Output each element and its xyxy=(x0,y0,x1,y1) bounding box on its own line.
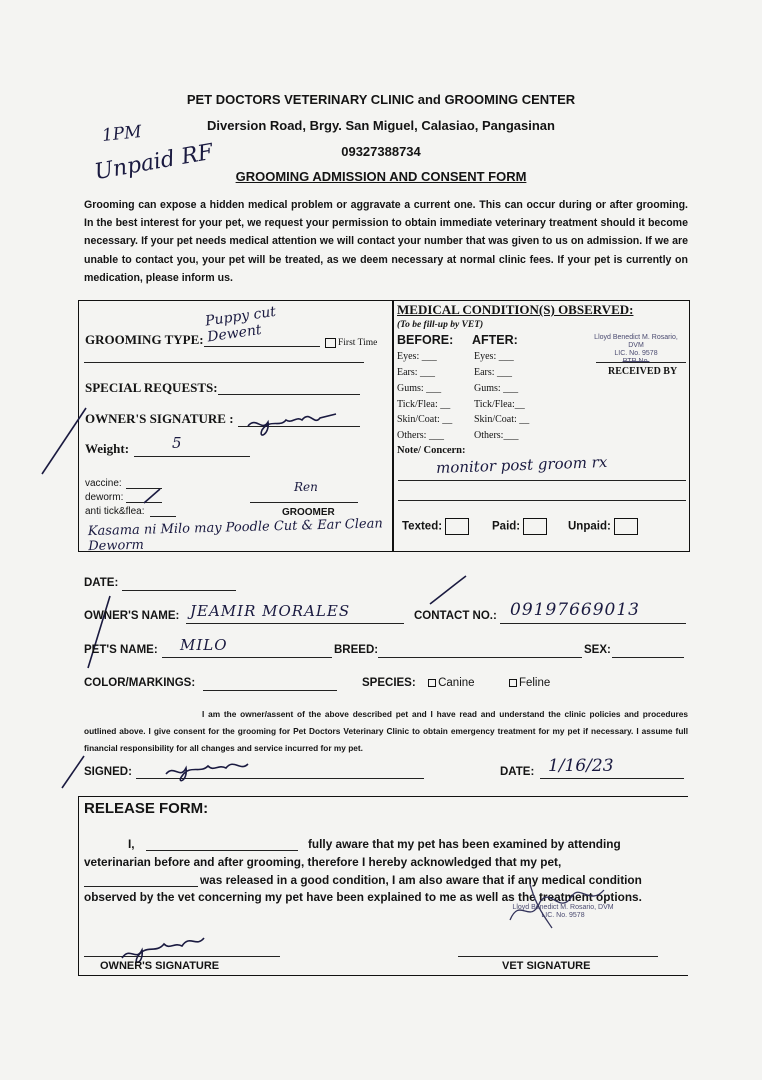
grooming-type-label: GROOMING TYPE: xyxy=(85,332,204,347)
signed-date-line[interactable] xyxy=(540,778,684,779)
release-line-3: was released in a good condition, I am also aware that if any medical condition xyxy=(200,873,642,887)
signed-date-value: 1/16/23 xyxy=(548,756,614,776)
texted-label: Texted: xyxy=(402,520,443,533)
handwritten-unpaid-note: Unpaid RF xyxy=(92,139,216,186)
anti-tick-label: anti tick&flea: xyxy=(85,506,145,517)
clinic-name: PET DOCTORS VETERINARY CLINIC and GROOMING CENTER xyxy=(186,92,576,107)
sex-label: SEX: xyxy=(584,644,611,656)
species-label: SPECIES: xyxy=(362,677,416,689)
before-skin-coat: Skin/Coat: __ xyxy=(397,414,453,425)
first-time-checkbox[interactable] xyxy=(325,338,377,348)
vet-signature-line[interactable] xyxy=(458,956,658,957)
groomer-label: GROOMER xyxy=(282,507,335,518)
color-line[interactable] xyxy=(203,690,337,691)
unpaid-checkbox[interactable] xyxy=(568,518,638,535)
breed-label: BREED: xyxy=(334,644,379,656)
before-label: BEFORE: xyxy=(397,333,454,347)
clinic-phone: 09327388734 xyxy=(341,144,421,159)
pet-name-value: MILO xyxy=(180,636,228,654)
grooming-type-value[interactable]: Puppy cut Dewent xyxy=(204,303,277,346)
special-requests-label: SPECIAL REQUESTS: xyxy=(85,380,218,395)
received-by-label: RECEIVED BY xyxy=(608,366,678,377)
medical-title: MEDICAL CONDITION(S) OBSERVED: xyxy=(397,302,634,317)
groomer-value: Ren xyxy=(294,480,318,494)
signed-signature-scribble xyxy=(160,754,270,786)
before-tick-flea: Tick/Flea: __ xyxy=(397,399,451,410)
special-requests-line[interactable] xyxy=(218,394,360,395)
after-others: Others:___ xyxy=(474,430,519,441)
release-pet-name-line[interactable] xyxy=(84,886,198,887)
owner-signature-release-label: OWNER'S SIGNATURE xyxy=(100,960,220,972)
signed-label: SIGNED: xyxy=(84,766,132,778)
anti-tick-line[interactable] xyxy=(150,516,176,517)
feline-option[interactable] xyxy=(509,677,550,689)
deworm-check-mark xyxy=(140,486,166,506)
breed-line[interactable] xyxy=(378,657,582,658)
after-eyes: Eyes: ___ xyxy=(474,351,514,362)
owner-name-label: OWNER'S NAME: xyxy=(84,610,180,622)
date-label: DATE: xyxy=(84,577,119,589)
owner-name-value: JEAMIR MORALES xyxy=(190,602,351,620)
note-line-1[interactable] xyxy=(398,480,686,481)
release-i: I, xyxy=(128,837,135,851)
unpaid-label: Unpaid: xyxy=(568,520,611,533)
note-concern-value: monitor post groom rx xyxy=(435,453,608,477)
handwritten-time: 1PM xyxy=(101,121,143,147)
margin-check-mark-3 xyxy=(56,752,96,792)
groomer-line[interactable] xyxy=(250,502,358,503)
handwritten-grooming-note: Kasama ni Milo may Poodle Cut & Ear Clean Deworm xyxy=(87,516,383,555)
release-title: RELEASE FORM: xyxy=(84,800,209,817)
contact-label: CONTACT NO.: xyxy=(414,610,497,622)
after-ears: Ears: ___ xyxy=(474,367,513,378)
paid-checkbox[interactable] xyxy=(492,518,547,535)
before-gums: Gums: ___ xyxy=(397,383,442,394)
contact-value: 09197669013 xyxy=(510,600,640,620)
weight-line[interactable] xyxy=(134,456,250,457)
intro-paragraph: Grooming can expose a hidden medical problem or aggravate a current one. This can occur during or after grooming. In the best interest for your pet, we request your permission to obtain immediate veterinary treatment should it become necessary. If your pet needs medical attention we will contact your number that was given to us on admission. If we are unable to contact you, your pet will be treated, as we deem necessary at normal clinic fees. If your pet is currently on medication, please inform us. xyxy=(84,199,688,284)
deworm-label: deworm: xyxy=(85,492,124,503)
note-concern-label: Note/ Concern: xyxy=(397,445,466,456)
release-owner-name-line[interactable] xyxy=(146,850,298,851)
release-line-1: fully aware that my pet has been examined by attending xyxy=(308,837,621,851)
contact-line[interactable] xyxy=(500,623,686,624)
form-title: GROOMING ADMISSION AND CONSENT FORM xyxy=(235,169,527,184)
sex-line[interactable] xyxy=(612,657,684,658)
paid-label: Paid: xyxy=(492,520,521,533)
after-tick-flea: Tick/Flea:__ xyxy=(474,399,525,410)
received-by-line[interactable] xyxy=(596,362,686,363)
release-line-4: observed by the vet concerning my pet have been explained to me as well as the treatment options. xyxy=(84,890,642,904)
before-ears: Ears: ___ xyxy=(397,367,436,378)
owner-name-line[interactable] xyxy=(186,623,404,624)
vet-signature-scribble xyxy=(500,876,620,936)
owner-signature-scribble xyxy=(240,402,350,442)
pet-name-label: PET'S NAME: xyxy=(84,644,158,656)
weight-value: 5 xyxy=(172,434,182,452)
owner-signature-label: OWNER'S SIGNATURE : xyxy=(85,411,234,426)
canine-option[interactable] xyxy=(428,677,474,689)
consent-paragraph: I am the owner/assent of the above described pet and I have read and understand the clinic policies and procedures outlined above. I give consent for the grooming for Pet Doctors Veterinary Clinic to obtain emergency treatment for my pet if necessary. I assume full financial responsibility for all changes and service incurred for my pet. xyxy=(84,709,688,753)
clinic-address: Diversion Road, Brgy. San Miguel, Calasiao, Pangasinan xyxy=(207,118,555,133)
after-skin-coat: Skin/Coat: __ xyxy=(474,414,530,425)
after-label: AFTER: xyxy=(472,333,518,347)
grooming-type-line xyxy=(204,346,320,347)
box-divider xyxy=(392,300,394,552)
vet-signature-label: VET SIGNATURE xyxy=(502,960,591,972)
canine-label: Canine xyxy=(438,677,475,689)
note-line-2[interactable] xyxy=(398,500,686,501)
vet-stamp-top: Lloyd Benedict M. Rosario, DVM LIC. No. 9578 PTR No. xyxy=(594,334,678,365)
signed-date-label: DATE: xyxy=(500,766,535,778)
grooming-extra-line xyxy=(84,362,364,363)
first-time-label: First Time xyxy=(338,338,378,349)
medical-subtitle: (To be fill-up by VET) xyxy=(397,320,484,330)
before-eyes: Eyes: ___ xyxy=(397,351,437,362)
before-others: Others: ___ xyxy=(397,430,444,441)
after-gums: Gums: ___ xyxy=(474,383,519,394)
release-line-2: veterinarian before and after grooming, therefore I hereby acknowledged that my pet, xyxy=(84,855,562,869)
weight-label: Weight: xyxy=(85,441,130,456)
texted-checkbox[interactable] xyxy=(402,518,469,535)
vaccine-label: vaccine: xyxy=(85,478,122,489)
feline-label: Feline xyxy=(518,677,551,689)
color-label: COLOR/MARKINGS: xyxy=(84,677,196,689)
species-row xyxy=(362,677,550,689)
vet-stamp-bottom: Lloyd Benedict M. Rosario, DVM LIC. No. 9578 xyxy=(512,904,614,919)
pet-name-line[interactable] xyxy=(162,657,332,658)
